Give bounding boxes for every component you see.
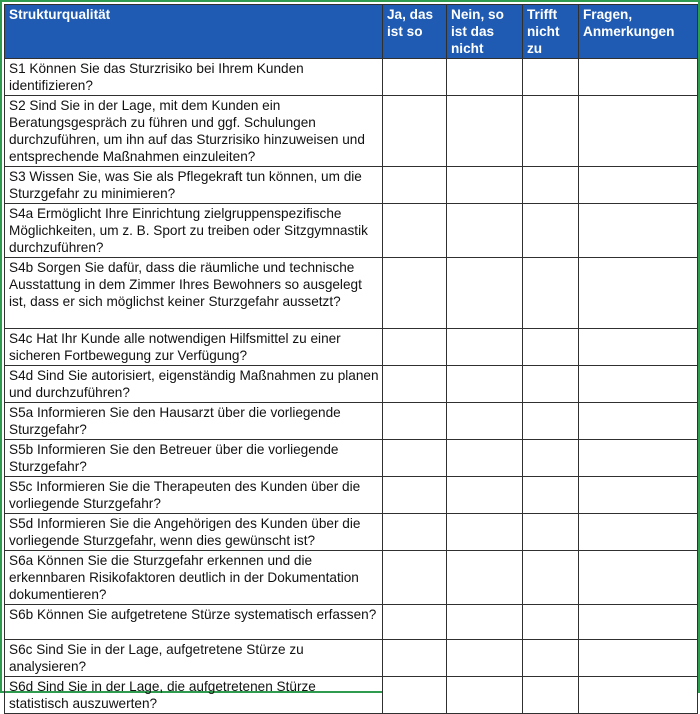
ja-cell[interactable] [383, 167, 447, 204]
nein-cell[interactable] [447, 328, 523, 365]
trifft-nicht-zu-cell[interactable] [523, 513, 579, 550]
nein-cell[interactable] [447, 365, 523, 402]
anmerkungen-cell[interactable] [579, 550, 698, 604]
nein-cell[interactable] [447, 550, 523, 604]
trifft-nicht-zu-cell[interactable] [523, 258, 579, 329]
nein-cell[interactable] [447, 258, 523, 329]
table-row [5, 59, 698, 96]
nein-cell[interactable] [447, 476, 523, 513]
question-cell: S4a Ermöglicht Ihre Einrichtung zielgruppenspezifische Möglichkeiten, um z. B. Sport zu treiben oder Sitzgymnastik durchzuführen? [5, 204, 383, 258]
nein-cell[interactable] [447, 513, 523, 550]
question-cell: S6c Sind Sie in der Lage, aufgetretene Stürze zu analysieren? [5, 640, 383, 677]
trifft-nicht-zu-cell[interactable] [523, 59, 579, 96]
ja-cell[interactable] [383, 439, 447, 476]
anmerkungen-cell[interactable] [579, 258, 698, 329]
nein-cell[interactable] [447, 167, 523, 204]
question-cell: S1 Können Sie das Sturzrisiko bei Ihrem Kunden identifizieren? [5, 59, 383, 96]
nein-cell[interactable] [447, 604, 523, 640]
anmerkungen-cell[interactable] [579, 402, 698, 439]
ja-cell[interactable] [383, 476, 447, 513]
header-row [5, 5, 698, 59]
ja-cell[interactable] [383, 677, 447, 714]
trifft-nicht-zu-cell[interactable] [523, 476, 579, 513]
question-cell: S5d Informieren Sie die Angehörigen des Kunden über die vorliegende Sturzgefahr, wenn dies gewünscht ist? [5, 513, 383, 550]
trifft-nicht-zu-cell[interactable] [523, 640, 579, 677]
anmerkungen-cell[interactable] [579, 167, 698, 204]
ja-cell[interactable] [383, 59, 447, 96]
anmerkungen-cell[interactable] [579, 365, 698, 402]
anmerkungen-cell[interactable] [579, 677, 698, 714]
header-strukturqualitaet: Strukturqualität [5, 5, 383, 59]
nein-cell[interactable] [447, 59, 523, 96]
nein-cell[interactable] [447, 640, 523, 677]
table-row [5, 604, 698, 640]
trifft-nicht-zu-cell[interactable] [523, 550, 579, 604]
question-cell: S4d Sind Sie autorisiert, eigenständig Maßnahmen zu planen und durchzuführen? [5, 365, 383, 402]
ja-cell[interactable] [383, 604, 447, 640]
anmerkungen-cell[interactable] [579, 328, 698, 365]
header-nein: Nein, so ist das nicht [447, 5, 523, 59]
trifft-nicht-zu-cell[interactable] [523, 604, 579, 640]
trifft-nicht-zu-cell[interactable] [523, 204, 579, 258]
question-cell: S2 Sind Sie in der Lage, mit dem Kunden ein Beratungsgespräch zu führen und ggf. Schulungen durchzuführen, um ihn auf das Sturzrisiko hinzuweisen und entsprechende Maßnahmen einzuleiten? [5, 96, 383, 167]
question-cell: S5c Informieren Sie die Therapeuten des Kunden über die vorliegende Sturzgefahr? [5, 476, 383, 513]
nein-cell[interactable] [447, 402, 523, 439]
question-cell: S4b Sorgen Sie dafür, dass die räumliche und technische Ausstattung in dem Zimmer Ihres Bewohners so ausgelegt ist, dass er sich möglichst keiner Sturzgefahr aussetzt? [5, 258, 383, 329]
question-cell: S4c Hat Ihr Kunde alle notwendigen Hilfsmittel zu einer sicheren Fortbewegung zur Verfügung? [5, 328, 383, 365]
trifft-nicht-zu-cell[interactable] [523, 167, 579, 204]
table-row [5, 513, 698, 550]
nein-cell[interactable] [447, 677, 523, 714]
anmerkungen-cell[interactable] [579, 513, 698, 550]
trifft-nicht-zu-cell[interactable] [523, 402, 579, 439]
nein-cell[interactable] [447, 439, 523, 476]
nein-cell[interactable] [447, 96, 523, 167]
anmerkungen-cell[interactable] [579, 96, 698, 167]
trifft-nicht-zu-cell[interactable] [523, 96, 579, 167]
anmerkungen-cell[interactable] [579, 204, 698, 258]
table-row [5, 365, 698, 402]
anmerkungen-cell[interactable] [579, 59, 698, 96]
table-row [5, 640, 698, 677]
anmerkungen-cell[interactable] [579, 476, 698, 513]
table-row [5, 96, 698, 167]
question-cell: S6b Können Sie aufgetretene Stürze systematisch erfassen? [5, 604, 383, 640]
question-cell: S5a Informieren Sie den Hausarzt über die vorliegende Sturzgefahr? [5, 402, 383, 439]
header-trifft-nicht-zu: Trifft nicht zu [523, 5, 579, 59]
structure-quality-checklist [4, 4, 698, 714]
ja-cell[interactable] [383, 640, 447, 677]
trifft-nicht-zu-cell[interactable] [523, 677, 579, 714]
anmerkungen-cell[interactable] [579, 604, 698, 640]
ja-cell[interactable] [383, 402, 447, 439]
question-cell: S6d Sind Sie in der Lage, die aufgetretenen Stürze statistisch auszuwerten? [5, 677, 383, 714]
table-row [5, 402, 698, 439]
ja-cell[interactable] [383, 204, 447, 258]
table-row [5, 550, 698, 604]
anmerkungen-cell[interactable] [579, 439, 698, 476]
ja-cell[interactable] [383, 328, 447, 365]
trifft-nicht-zu-cell[interactable] [523, 365, 579, 402]
table-row [5, 677, 698, 714]
table-row [5, 328, 698, 365]
ja-cell[interactable] [383, 365, 447, 402]
table-row [5, 476, 698, 513]
table-row [5, 204, 698, 258]
table-row [5, 439, 698, 476]
question-cell: S5b Informieren Sie den Betreuer über die vorliegende Sturzgefahr? [5, 439, 383, 476]
question-cell: S6a Können Sie die Sturzgefahr erkennen und die erkennbaren Risikofaktoren deutlich in der Dokumentation dokumentieren? [5, 550, 383, 604]
header-ja: Ja, das ist so [383, 5, 447, 59]
ja-cell[interactable] [383, 258, 447, 329]
anmerkungen-cell[interactable] [579, 640, 698, 677]
ja-cell[interactable] [383, 96, 447, 167]
table-row [5, 258, 698, 329]
ja-cell[interactable] [383, 513, 447, 550]
trifft-nicht-zu-cell[interactable] [523, 328, 579, 365]
ja-cell[interactable] [383, 550, 447, 604]
nein-cell[interactable] [447, 204, 523, 258]
question-cell: S3 Wissen Sie, was Sie als Pflegekraft tun können, um die Sturzgefahr zu minimieren? [5, 167, 383, 204]
header-fragen-anmerkungen: Fragen, Anmerkungen [579, 5, 698, 59]
table-row [5, 167, 698, 204]
trifft-nicht-zu-cell[interactable] [523, 439, 579, 476]
